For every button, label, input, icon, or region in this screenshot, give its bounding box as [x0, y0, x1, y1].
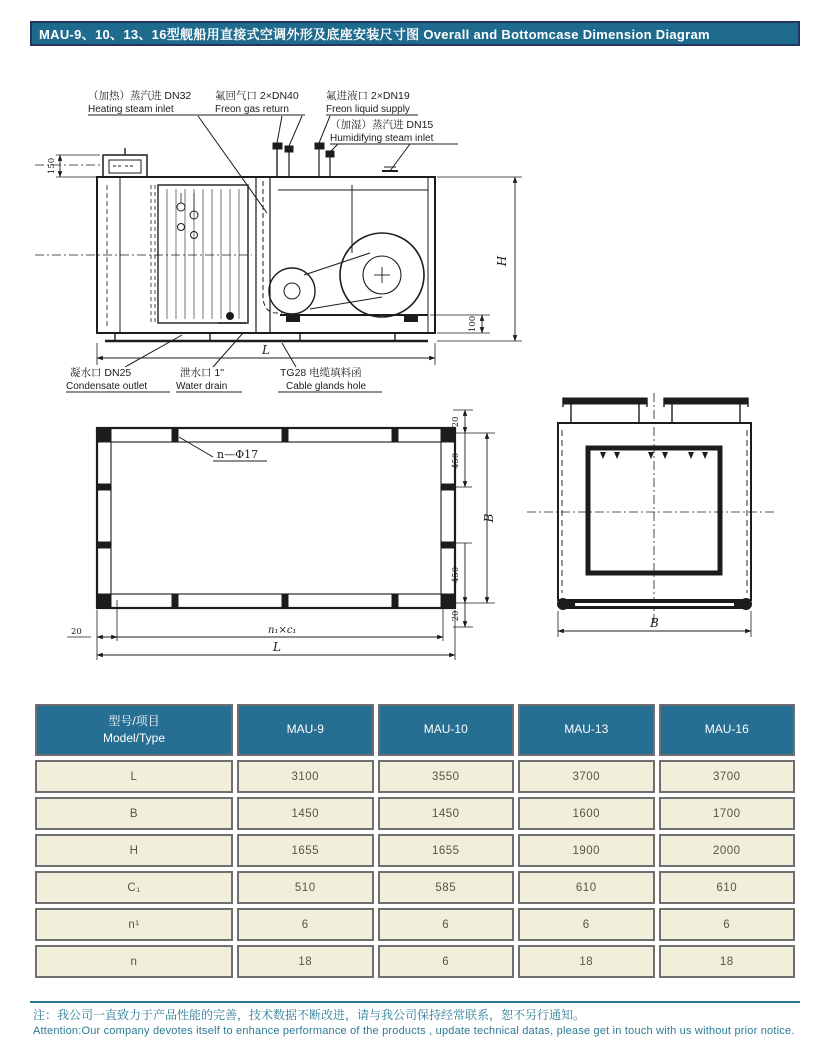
table-cell: 3700 [659, 760, 796, 793]
table-cell: 18 [237, 945, 374, 978]
table-cell: 18 [518, 945, 655, 978]
dim-150: 150 [47, 157, 57, 175]
end-view-drawing [525, 385, 820, 650]
table-cell: 18 [659, 945, 796, 978]
table-cell: 6 [378, 945, 515, 978]
label-freon-liquid-cn: 氟进液口 2×DN19 [326, 90, 410, 102]
dim-100: 100 [468, 315, 478, 333]
row-label-B: B [35, 797, 233, 830]
footnote-english: Attention:Our company devotes itself to enhance performance of the products , update technical datas, please get in touch with us without prior notice. [33, 1025, 795, 1037]
table-header-mau9: MAU-9 [237, 704, 374, 756]
table-cell: 6 [659, 908, 796, 941]
top-callout-labels [88, 89, 458, 213]
table-cell: 610 [518, 871, 655, 904]
label-heating-en: Heating steam inlet [88, 104, 174, 115]
label-freon-liquid-en: Freon liquid supply [326, 104, 410, 115]
table-cell: 610 [659, 871, 796, 904]
dim-H: H [495, 255, 509, 267]
dim-edge-top: 20 [451, 416, 461, 428]
end-view-body [527, 393, 775, 623]
dim-B-end-view: B [650, 616, 659, 630]
table-cell: 2000 [659, 834, 796, 867]
label-condensate-en: Condensate outlet [66, 381, 148, 392]
label-drain-cn: 泄水口 1" [180, 367, 224, 379]
label-heating-cn: （加热）蒸汽进 DN32 [88, 90, 192, 102]
page-title [30, 21, 800, 46]
row-label-n1: n¹ [35, 908, 233, 941]
dim-B-bottom-view: B [482, 513, 496, 523]
label-humidify-en: Humidifying steam inlet [330, 133, 434, 144]
top-pipe-fittings [273, 143, 398, 177]
table-cell: 1600 [518, 797, 655, 830]
side-view-drawing [30, 85, 545, 410]
table-header-mau16: MAU-16 [659, 704, 796, 756]
dim-L-side: L [262, 343, 270, 357]
table-cell: 585 [378, 871, 515, 904]
table-cell: 1700 [659, 797, 796, 830]
dim-row-bottom: 450 [451, 566, 461, 584]
spec-table [35, 704, 795, 978]
base-view-drawing [55, 385, 500, 670]
row-label-C1: C₁ [35, 871, 233, 904]
table-header-model-en: Model/Type [102, 731, 166, 745]
base-frame [97, 428, 455, 608]
row-label-n: n [35, 945, 233, 978]
dim-row-top: 450 [451, 452, 461, 470]
note-divider [30, 1001, 800, 1003]
table-cell: 1655 [378, 834, 515, 867]
table-cell: 3700 [518, 760, 655, 793]
table-header-model-cn: 型号/项目 [108, 713, 160, 728]
row-label-H: H [35, 834, 233, 867]
dim-L-bottom-view: L [273, 640, 281, 654]
footnote [33, 1006, 813, 1037]
table-cell: 1450 [237, 797, 374, 830]
dim-edge-left: 20 [71, 627, 82, 637]
row-label-L: L [35, 760, 233, 793]
table-cell: 1900 [518, 834, 655, 867]
table-header-model [35, 704, 233, 756]
label-cable-cn: TG28 电缆填料函 [280, 367, 362, 379]
table-cell: 6 [518, 908, 655, 941]
table-cell: 1450 [378, 797, 515, 830]
dim-edge-bottom: 20 [451, 610, 461, 622]
table-cell: 1655 [237, 834, 374, 867]
label-drain-en: Water drain [176, 381, 228, 392]
label-cable-en: Cable glands hole [286, 381, 367, 392]
table-cell: 510 [237, 871, 374, 904]
table-header-mau13: MAU-13 [518, 704, 655, 756]
machine-body [35, 148, 435, 341]
label-freon-gas-en: Freon gas return [215, 104, 289, 115]
hole-callout: n—Φ17 [217, 448, 259, 461]
page-title-text: MAU-9、10、13、16型舰船用直接式空调外形及底座安装尺寸图 Overall and Bottomcase Dimension Diagram [39, 27, 710, 42]
table-header-mau10: MAU-10 [378, 704, 515, 756]
dim-pitch: n₁×c₁ [268, 625, 297, 636]
table-cell: 3550 [378, 760, 515, 793]
label-freon-gas-cn: 氟回气口 2×DN40 [215, 90, 299, 102]
label-condensate-cn: 凝水口 DN25 [70, 367, 132, 379]
table-cell: 3100 [237, 760, 374, 793]
table-cell: 6 [378, 908, 515, 941]
footnote-chinese: 注：我公司一直致力于产品性能的完善，技术数据不断改进，请与我公司保持经常联系，恕不另行通知。 [33, 1008, 586, 1022]
label-humidify-cn: （加湿）蒸汽进 DN15 [330, 119, 434, 131]
table-cell: 6 [237, 908, 374, 941]
